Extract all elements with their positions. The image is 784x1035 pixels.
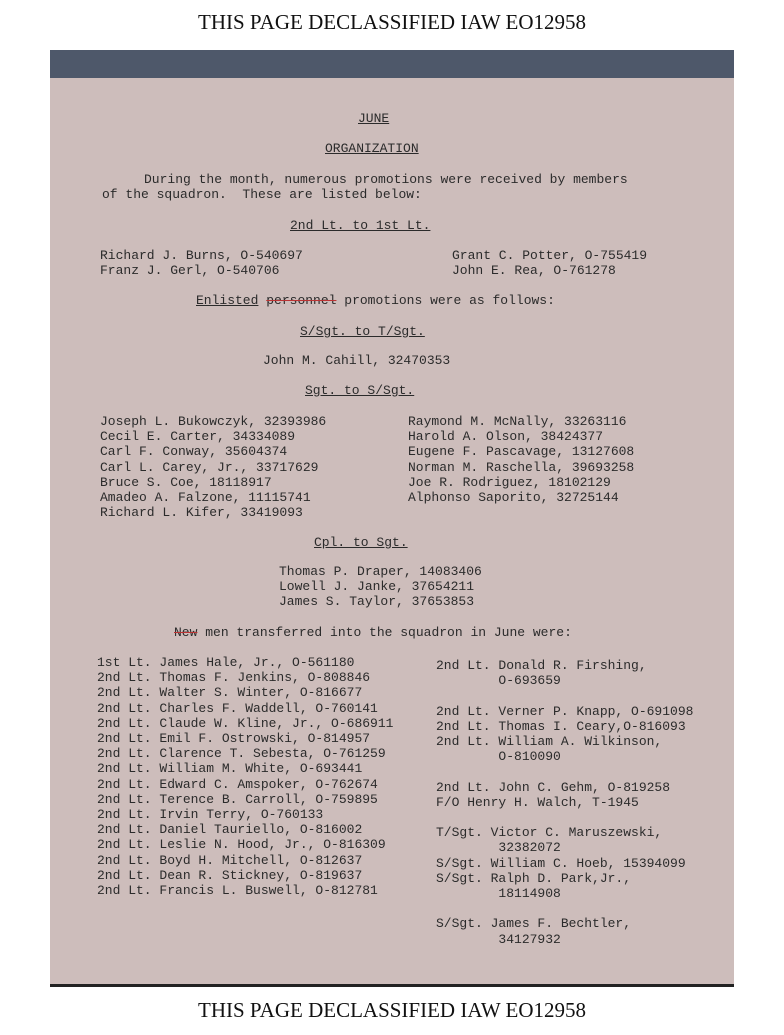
new-men-rest: men transferred into the squadron in June were:	[205, 625, 572, 640]
list-item: 2nd Lt. Francis L. Buswell, O-812781	[97, 883, 378, 899]
heading-sgt-to-ssgt: Sgt. to S/Sgt.	[305, 383, 415, 398]
enlisted-intro	[196, 293, 555, 308]
list-item: S/Sgt. William C. Hoeb, 15394099	[436, 855, 686, 871]
list-item: Joseph L. Bukowczyk, 32393986	[100, 414, 327, 429]
officers-left-list	[100, 248, 303, 278]
heading-2nd-to-1st: 2nd Lt. to 1st Lt.	[290, 218, 431, 233]
list-item: Joe R. Rodriguez, 18102129	[408, 474, 611, 490]
list-item: 2nd Lt. Edward C. Amspoker, O-762674	[97, 776, 378, 792]
list-item: 2nd Lt. Donald R. Firshing,	[436, 658, 647, 673]
list-item: T/Sgt. Victor C. Maruszewski,	[436, 825, 663, 841]
list-item: S/Sgt. Ralph D. Park,Jr.,	[436, 870, 632, 886]
list-item: 34127932	[436, 931, 561, 947]
list-item: 1st Lt. James Hale, Jr., O-561180	[97, 655, 355, 670]
list-item: James S. Taylor, 37653853	[279, 594, 475, 610]
heading-ssgt-to-tsgt: S/Sgt. to T/Sgt.	[300, 324, 425, 339]
section-heading: ORGANIZATION	[325, 141, 419, 156]
list-item	[436, 810, 693, 825]
declassified-banner-bottom: THIS PAGE DECLASSIFIED IAW EO12958	[198, 998, 586, 1022]
declassified-banner-top: THIS PAGE DECLASSIFIED IAW EO12958	[198, 10, 586, 34]
list-item: 2nd Lt. Charles F. Waddell, O-760141	[97, 700, 378, 716]
scan-top-edge	[50, 50, 734, 78]
list-item: Richard J. Burns, O-540697	[100, 248, 303, 263]
heading-cpl-to-sgt: Cpl. to Sgt.	[314, 535, 408, 550]
ssgt-tsgt-name: John M. Cahill, 32470353	[263, 353, 451, 368]
cpl-sgt-list	[279, 564, 482, 610]
list-item: 2nd Lt. Terence B. Carroll, O-759895	[97, 791, 378, 807]
list-item: 2nd Lt. Thomas F. Jenkins, O-808846	[97, 670, 371, 686]
list-item: S/Sgt. James F. Bechtler,	[436, 916, 632, 932]
list-item: 2nd Lt. Claude W. Kline, Jr., O-686911	[97, 715, 394, 731]
enlisted-rest: promotions were as follows:	[344, 293, 555, 308]
list-item: 2nd Lt. John C. Gehm, O-819258	[436, 779, 671, 795]
list-item: Harold A. Olson, 38424377	[408, 429, 604, 445]
list-item: Eugene F. Pascavage, 13127608	[408, 444, 635, 460]
list-item: Thomas P. Draper, 14083406	[279, 564, 482, 579]
new-men-intro	[174, 625, 572, 640]
list-item: Norman M. Raschella, 39693258	[408, 459, 635, 475]
personnel-word: personnel	[266, 293, 337, 308]
sgt-right-list	[408, 414, 634, 505]
list-item: Richard L. Kifer, 33419093	[100, 505, 303, 521]
list-item: O-810090	[436, 749, 561, 765]
list-item: 2nd Lt. Boyd H. Mitchell, O-812637	[97, 852, 363, 868]
list-item: 2nd Lt. William A. Wilkinson,	[436, 734, 663, 750]
enlisted-word: Enlisted	[196, 293, 259, 308]
month-heading: JUNE	[358, 111, 390, 126]
list-item: Bruce S. Coe, 18118917	[100, 474, 272, 490]
intro-line-2: of the squadron. These are listed below:	[102, 187, 422, 202]
list-item: 2nd Lt. Thomas I. Ceary,O-816093	[436, 718, 686, 734]
list-item: 2nd Lt. Daniel Tauriello, O-816002	[97, 822, 363, 838]
list-item	[436, 901, 693, 916]
sgt-left-list	[100, 414, 326, 520]
list-item	[436, 764, 693, 779]
new-word: New	[174, 625, 198, 640]
list-item: Amadeo A. Falzone, 11115741	[100, 490, 311, 506]
list-item: Carl L. Carey, Jr., 33717629	[100, 459, 319, 475]
list-item: 2nd Lt. Verner P. Knapp, O-691098	[436, 703, 694, 719]
list-item: Franz J. Gerl, O-540706	[100, 263, 280, 279]
list-item: Alphonso Saporito, 32725144	[408, 490, 619, 506]
document-page	[50, 50, 734, 987]
list-item: Carl F. Conway, 35604374	[100, 444, 288, 460]
list-item: Cecil E. Carter, 34334089	[100, 429, 296, 445]
list-item: O-693659	[436, 673, 561, 689]
list-item: 2nd Lt. Leslie N. Hood, Jr., O-816309	[97, 837, 386, 853]
list-item: 2nd Lt. Emil F. Ostrowski, O-814957	[97, 731, 371, 747]
list-item: 2nd Lt. William M. White, O-693441	[97, 761, 363, 777]
new-men-left-list	[97, 655, 393, 898]
list-item: 2nd Lt. Dean R. Stickney, O-819637	[97, 867, 363, 883]
list-item: Lowell J. Janke, 37654211	[279, 579, 475, 595]
intro-line-1: During the month, numerous promotions were received by members	[144, 172, 628, 187]
new-men-right-list	[436, 658, 693, 947]
list-item: 2nd Lt. Clarence T. Sebesta, O-761259	[97, 746, 386, 762]
list-item	[436, 688, 693, 703]
list-item: 18114908	[436, 886, 561, 902]
officers-right-list	[452, 248, 647, 278]
list-item: 2nd Lt. Walter S. Winter, O-816677	[97, 685, 363, 701]
list-item: 2nd Lt. Irvin Terry, O-760133	[97, 807, 324, 823]
list-item: Raymond M. McNally, 33263116	[408, 414, 627, 429]
list-item: John E. Rea, O-761278	[452, 263, 616, 279]
list-item: 32382072	[436, 840, 561, 856]
list-item: F/O Henry H. Walch, T-1945	[436, 794, 639, 810]
list-item: Grant C. Potter, O-755419	[452, 248, 648, 263]
